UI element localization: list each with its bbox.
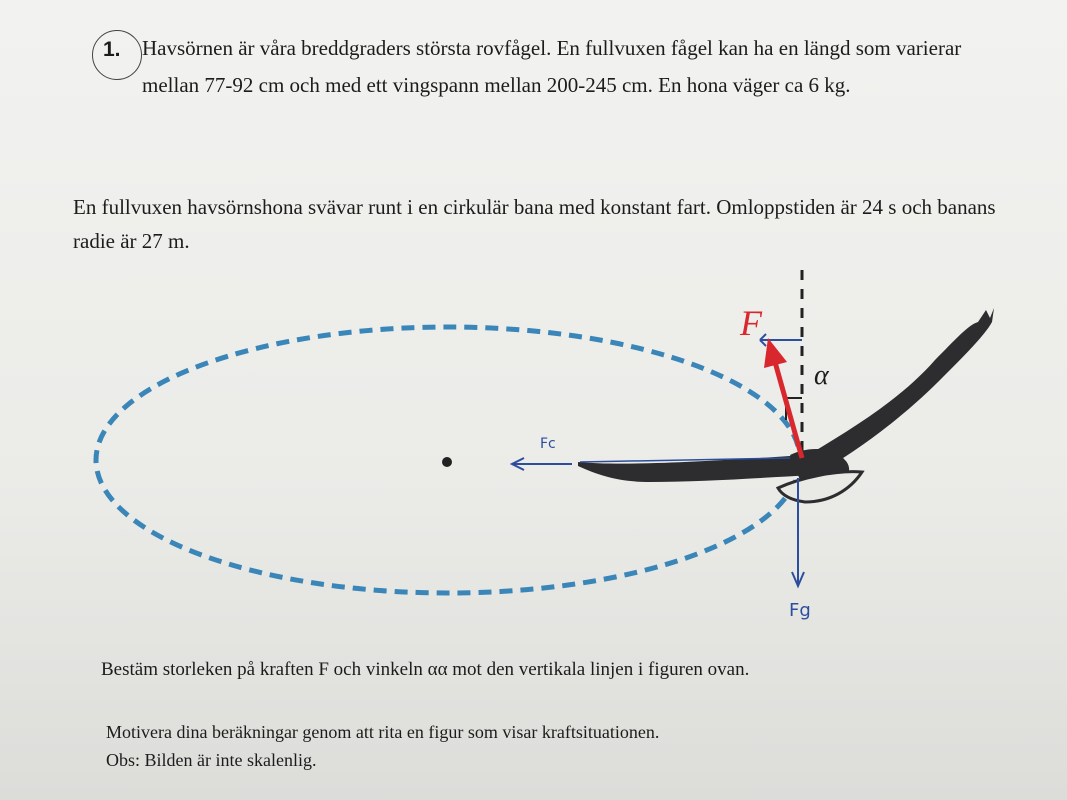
force-arrow bbox=[775, 362, 802, 458]
motivate-text: Motivera dina beräkningar genom att rita en figur som visar kraftsituationen. bbox=[106, 722, 660, 742]
eagle-left-wing bbox=[578, 455, 812, 482]
problem-scenario: En fullvuxen havsörnshona svävar runt i en cirkulär bana med konstant fart. Omloppstiden är 24 s och banans radie är 27 m. bbox=[73, 195, 996, 253]
centripetal-label: Fc bbox=[540, 436, 556, 452]
problem-number: 1. bbox=[103, 38, 121, 61]
scale-note: Obs: Bilden är inte skalenlig. bbox=[106, 750, 317, 770]
force-arrow-head bbox=[764, 338, 787, 368]
force-label: F bbox=[740, 303, 762, 343]
angle-label: α bbox=[814, 360, 829, 391]
gravity-label: Fg bbox=[789, 600, 811, 621]
question-text: Bestäm storleken på kraften F och vinkeln αα mot den vertikala linjen i figuren ovan. bbox=[101, 659, 750, 680]
path-center-dot bbox=[442, 457, 452, 467]
problem-intro: Havsörnen är våra breddgraders största rovfågel. En fullvuxen fågel kan ha en längd som varierar mellan 77-92 cm och med ett vingspann mellan 200-245 cm. En hona väger ca 6 kg. bbox=[142, 36, 962, 97]
eagle-right-wing bbox=[800, 308, 994, 475]
